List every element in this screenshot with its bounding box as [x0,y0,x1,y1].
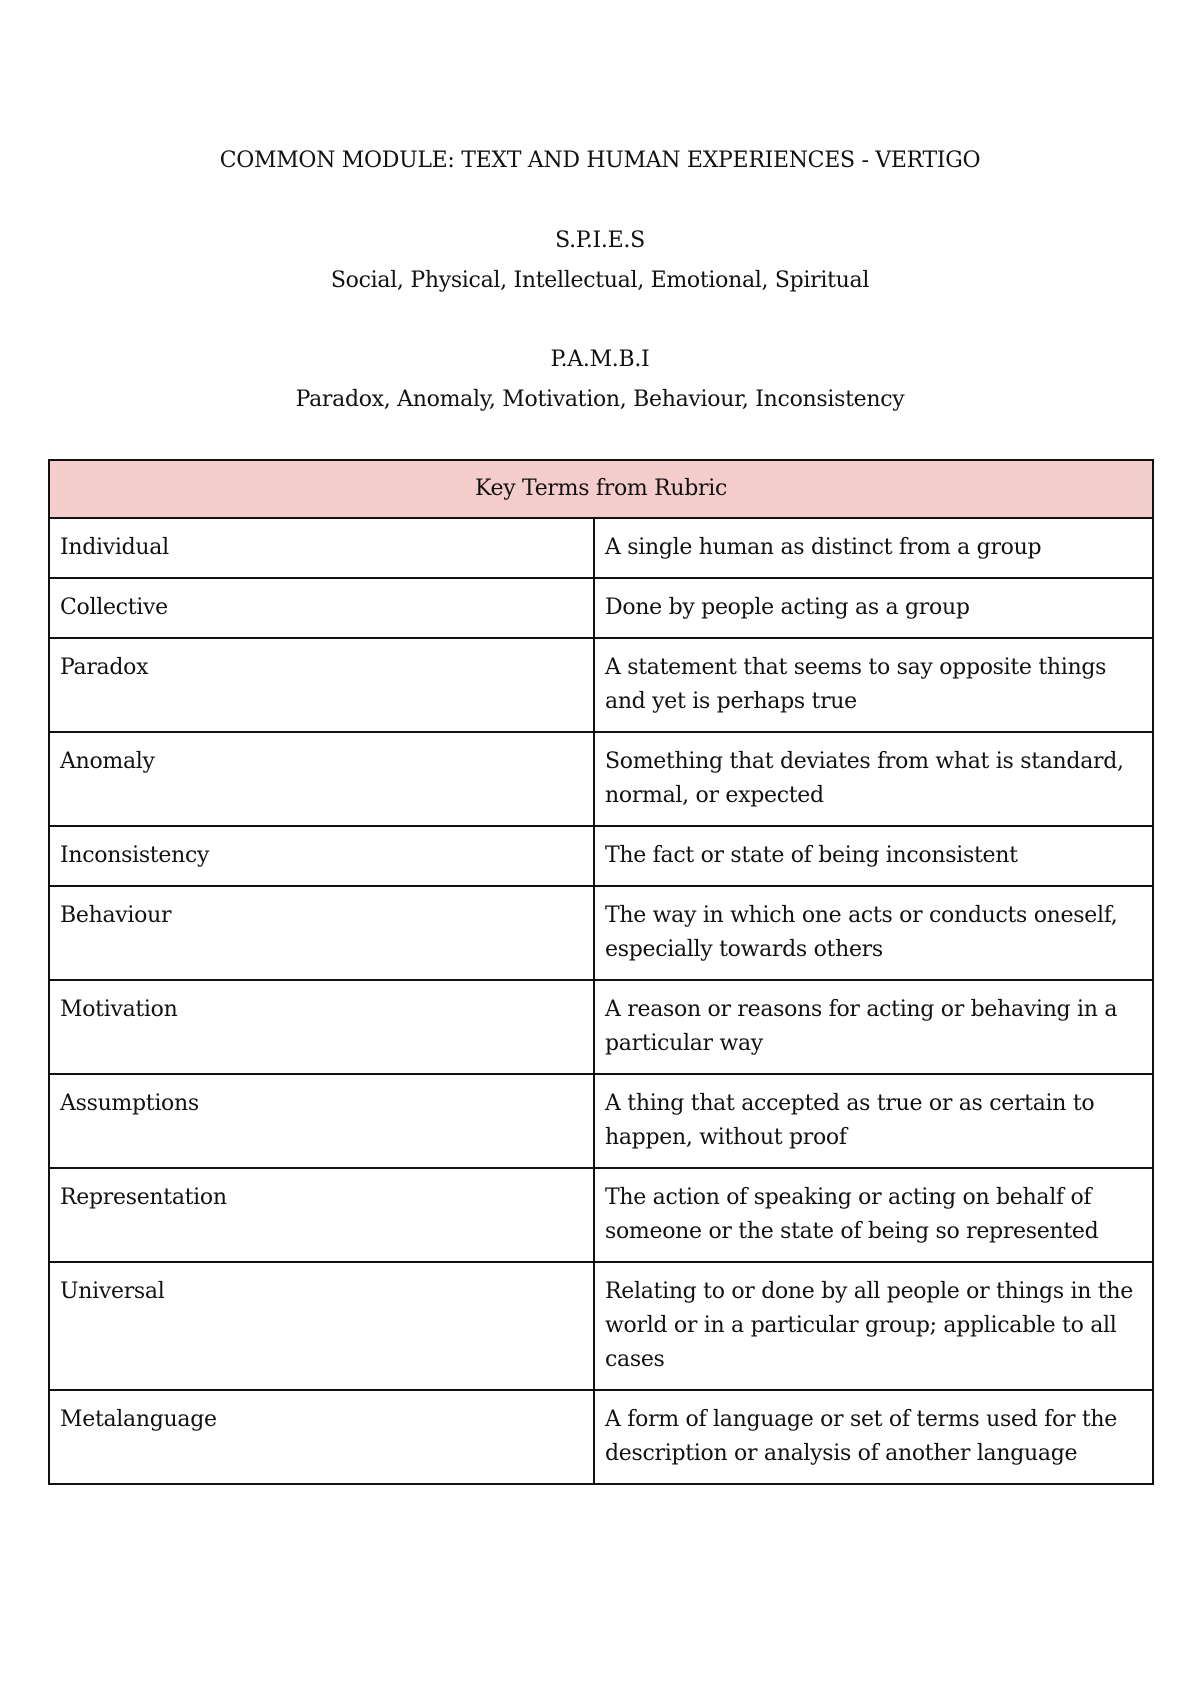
pambi-words: Paradox, Anomaly, Motivation, Behaviour, Inconsistency [295,387,905,412]
spies-words: Social, Physical, Intellectual, Emotional, Spiritual [330,268,870,293]
term-cell: Representation [49,1168,594,1262]
definition-cell: A single human as distinct from a group [594,518,1153,578]
table-header: Key Terms from Rubric [49,460,1153,518]
table-row [49,1168,1153,1262]
table-row [49,638,1153,732]
term-cell: Metalanguage [49,1390,594,1484]
term-cell: Inconsistency [49,826,594,886]
definition-cell: The action of speaking or acting on behalf of someone or the state of being so represented [594,1168,1153,1262]
key-terms-table [48,459,1154,1485]
definition-cell: Something that deviates from what is standard, normal, or expected [594,732,1153,826]
table-row [49,732,1153,826]
table-row [49,1262,1153,1390]
pambi-acronym: P.A.M.B.I [550,347,650,372]
definition-cell: A reason or reasons for acting or behaving in a particular way [594,980,1153,1074]
term-cell: Motivation [49,980,594,1074]
term-cell: Universal [49,1262,594,1390]
table-header-row [49,460,1153,518]
term-cell: Assumptions [49,1074,594,1168]
table-row [49,518,1153,578]
definition-cell: A form of language or set of terms used for the description or analysis of another language [594,1390,1153,1484]
term-cell: Individual [49,518,594,578]
term-cell: Behaviour [49,886,594,980]
definition-cell: The fact or state of being inconsistent [594,826,1153,886]
spies-acronym: S.P.I.E.S [555,228,645,253]
table-row [49,578,1153,638]
definition-cell: Done by people acting as a group [594,578,1153,638]
definition-cell: The way in which one acts or conducts oneself, especially towards others [594,886,1153,980]
table-row [49,1074,1153,1168]
definition-cell: A statement that seems to say opposite things and yet is perhaps true [594,638,1153,732]
table-row [49,886,1153,980]
table-row [49,980,1153,1074]
term-cell: Collective [49,578,594,638]
document-title: COMMON MODULE: TEXT AND HUMAN EXPERIENCES - VERTIGO [219,148,981,173]
term-cell: Paradox [49,638,594,732]
table-row [49,826,1153,886]
definition-cell: A thing that accepted as true or as certain to happen, without proof [594,1074,1153,1168]
term-cell: Anomaly [49,732,594,826]
table-row [49,1390,1153,1484]
definition-cell: Relating to or done by all people or things in the world or in a particular group; applicable to all cases [594,1262,1153,1390]
